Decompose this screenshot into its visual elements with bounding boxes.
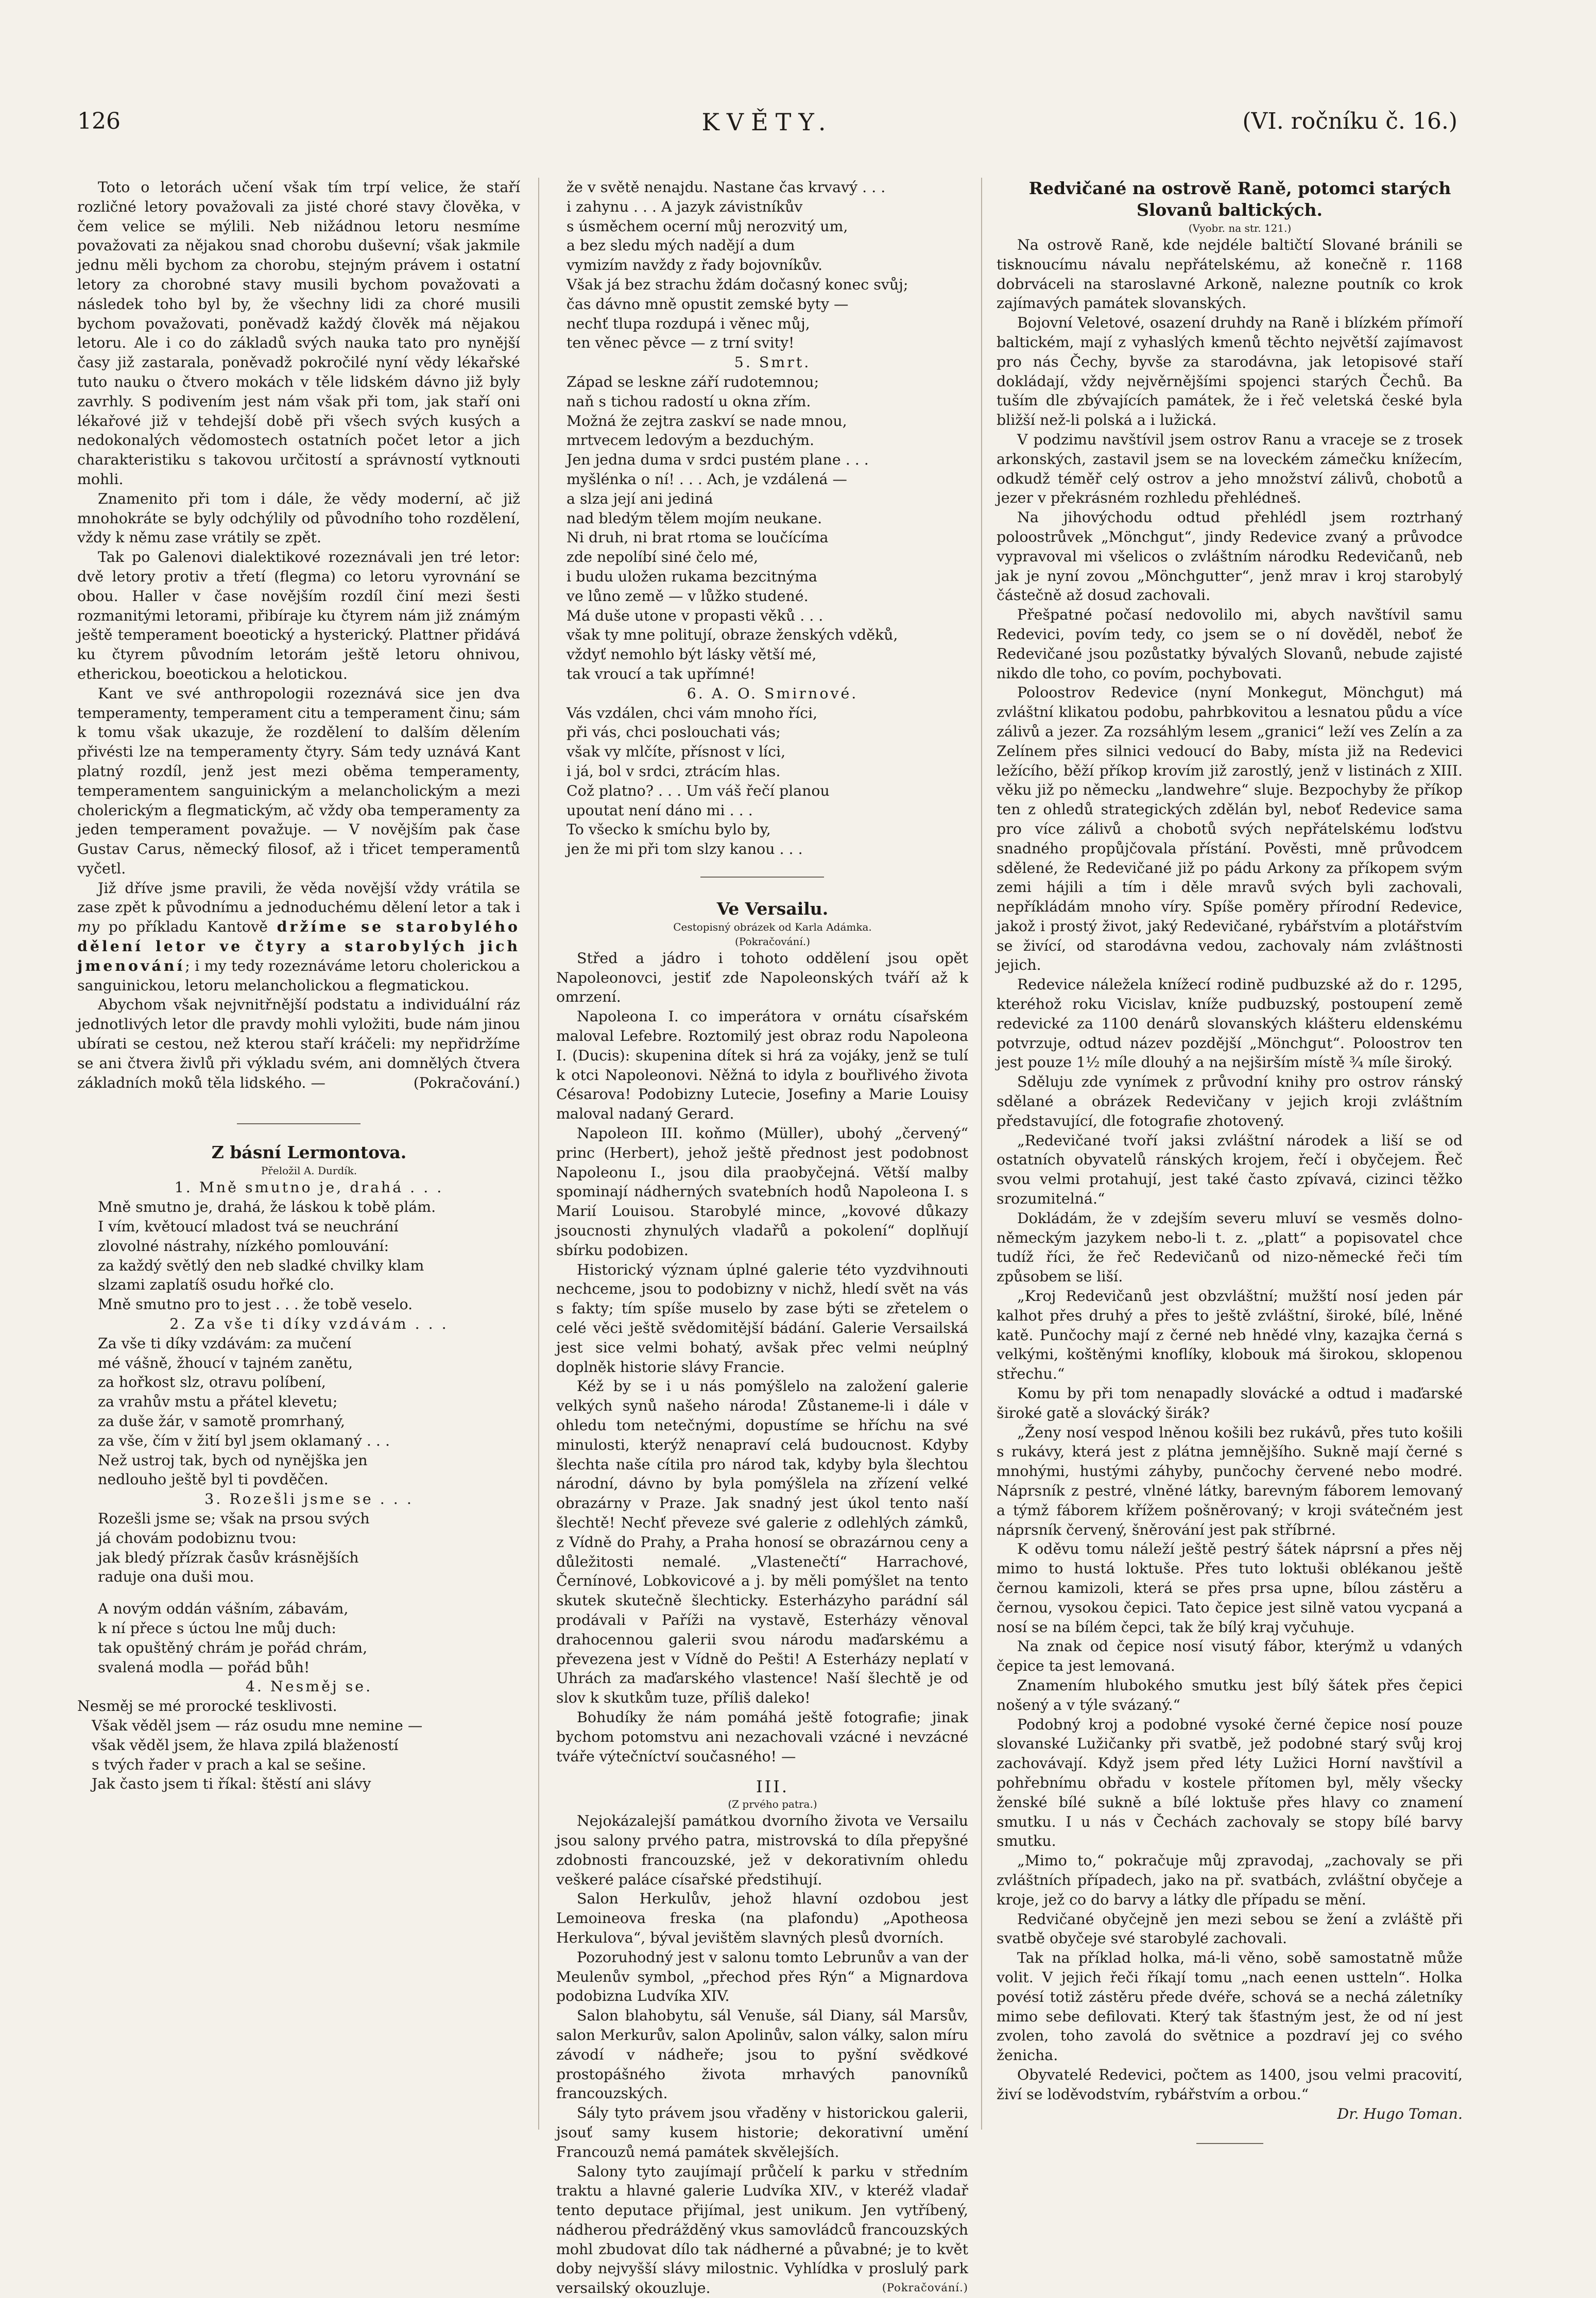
poem-line: jen že mi při tom slzy kanou . . .	[567, 839, 968, 859]
paragraph: Znamenito při tom i dále, že vědy moderní, ač již mnohokráte se byly odchýlily od původního toho rozdělení, vždy k němu zase vrátily se zpět.	[77, 489, 520, 547]
column-divider	[981, 178, 982, 2130]
poem-4-continued	[567, 178, 968, 353]
poem-line: za vše, čím v žití byl jsem oklamaný . . .	[98, 1431, 520, 1451]
poem-title: 5. Smrt.	[556, 353, 968, 372]
poem-line: však vy mlčíte, přísnost v líci,	[567, 742, 968, 762]
poem-line: Což platno? . . . Um váš řečí planou	[567, 781, 968, 801]
page-number: 126	[77, 108, 121, 134]
section-title: Z básní Lermontova.	[77, 1142, 520, 1163]
poem-line: Nesměj se mé prorocké tesklivosti.	[77, 1696, 520, 1716]
column-2	[556, 178, 968, 2298]
poem-line: i zahynu . . . A jazyk závistníkův	[567, 197, 968, 217]
poem-line: však ty mne politují, obraze ženských vděků,	[567, 625, 968, 645]
poem-line: za každý světlý den neb sladké chvilky klam	[98, 1256, 520, 1276]
poem-line: ten věnec pěvce — z trní svity!	[567, 333, 968, 353]
poem-line: Západ se leskne září rudotemnou;	[567, 372, 968, 392]
poem-1	[98, 1197, 520, 1314]
poem-line: Mně smutno je, drahá, že láskou k tobě plám.	[98, 1197, 520, 1217]
issue-label: (VI. ročníku č. 16.)	[1242, 108, 1457, 134]
paragraph: Bohudíky že nám pomáhá ještě fotografie; jinak bychom potomstvu ani nezachovali vzácné i nevzácné tváře výtečníctví současného! —	[556, 1708, 968, 1766]
paragraph: Tak po Galenovi dialektikové rozeznávali jen tré letor: dvě letory protiv a třetí (flegma) co letoru vyrovnání se obou. Haller v čase novějším rozdíl činí mezi šesti rozmanitými letorami, přibíraje ku čtyrem nám již známým ještě temperament boeotický a hysterický. Plattner přidává ku čtyrem původním letorám ještě letoru ohnivou, etherickou, boeotickou a helotickou.	[77, 547, 520, 684]
poem-line: Ni druh, ni brat rtoma se loučícíma	[567, 528, 968, 547]
translator-line: Přeložil A. Durdík.	[77, 1163, 520, 1178]
poem-line: nedlouho ještě byl ti povděčen.	[98, 1470, 520, 1489]
paragraph: Na znak od čepice nosí visutý fábor, kterýmž u vdaných čepice ta jest lemovaná.	[997, 1637, 1463, 1676]
poem-line: mé vášně, žhoucí v tajném zanětu,	[98, 1353, 520, 1373]
paragraph: K oděvu tomu náleží ještě pestrý šátek náprsní a přes něj mimo to hustá loktuše. Přes tuto loktuši oblékanou ještě černou kamizoli, která se přes prsa upne, bílou zástěru a černou, vysokou čepici. Tato čepice jest silně vatou vycpaná a nosí se na bílém čepci, tak že bílý kraj vyčuhuje.	[997, 1539, 1463, 1637]
poem-line: Mně smutno pro to jest . . . že tobě veselo.	[98, 1295, 520, 1314]
poem-line: s úsměchem ocerní můj nerozvitý um,	[567, 217, 968, 236]
paragraph: Přešpatné počasí nedovolilo mi, abych navštívil samu Redevici, povím tedy, co jsem se o ní dověděl, neboť že Redevičané jsou pozůstatky bývalých Slovanů, nebude zajisté nikdo dle toho, co povím, pochybovati.	[997, 605, 1463, 683]
poem-line: za hořkost slz, otravu políbení,	[98, 1373, 520, 1392]
continuation-note: (Pokračování.)	[556, 934, 968, 949]
paragraph: Redvičané obyčejně jen mezi sebou se žení a zvláště při svatbě obyčeje své starobylé zachovali.	[997, 1910, 1463, 1949]
section-title: Ve Versailu.	[556, 898, 968, 920]
journal-title: KVĚTY.	[77, 108, 1457, 136]
poem-line: slzami zaplatíš osudu hořké clo.	[98, 1275, 520, 1295]
paragraph: Toto o letorách učení však tím trpí velice, že staří rozličné letory považovali za jisté choré stavy člověka, v čem velice se mýlili. Neb nižádnou letoru nesmíme považovati za nějakou snad chorobu duševní; však jakmile jednu měli bychom za chorobu, stejným právem i ostatní letory za chorobné stavy musili bychom považovati a následek toho byl by, že všechny lidi za choré musili bychom považovati, poněvadž každý člověk má nějakou letoru. Ale i co do základů svých nauka tato pro nynější časy již zastarala, poněvadž pokročilé nyní vědy lékařské tuto nauku o čtvero mokách v těle lidském dávno již byly zavrhly. S podivením jest nám však při tom, jak staří oni lékařové již v tehdejší době při všech svých kusých a nedokonalých vědomostech ostatních počet letor a jich charakteristiku s takovou určitostí a správností vytknouti mohli.	[77, 178, 520, 489]
column-divider	[538, 178, 539, 2130]
poem-line: myšlénka o ní! . . . Ach, je vzdálená —	[567, 470, 968, 489]
column-1	[77, 178, 520, 1794]
poem-line: mrtvecem ledovým a bezduchým.	[567, 431, 968, 450]
paragraph: Již dříve jsme pravili, že věda novější vždy vrátila se zase zpět k původnímu a jednoduchému dělení letor a tak i my po příkladu Kantově držíme se starobylého dělení letor ve čtyry a starobylých jich jmenování; i my tedy rozeznáváme letoru cholerickou a sanguinickou, letoru melancholickou a flegmatickou.	[77, 879, 520, 996]
separator	[237, 1123, 361, 1124]
paragraph: Salon blahobytu, sál Venuše, sál Diany, sál Marsův, salon Merkurův, salon Apolinův, salon války, salon míru závodí v nádheře; jsou to pyšní svědkové prostopášného života mrhavých panovníků francouzských.	[556, 2006, 968, 2103]
poem-line: Jen jedna duma v srdci pustém plane . . .	[567, 450, 968, 470]
poem-line: za duše žár, v samotě promrhaný,	[98, 1412, 520, 1431]
poem-line: a slza její ani jediná	[567, 489, 968, 509]
paragraph: Redevice náležela knížecí rodině pudbuzské až do r. 1295, kteréhož roku Vicislav, kníže pudbuzský, postoupení země redevické za 1100 denárů slovanských klášteru eldenskému potvrzuje, odtud název pozdější „Mönchgut“. Poloostrov ten jest pouze 1½ míle dlouhý a na nejširším místě ¾ míle široký.	[997, 975, 1463, 1072]
paragraph: Podobný kroj a podobné vysoké černé čepice nosí pouze slovanské Lužičanky při svatbě, jež podobné starý svůj kroj zachovávají. Když jsem před léty Lužici Horní navštívil a pohřebnímu obřadu v kostele přítomen byl, měly všecky ženské bílé sukně a bílé loktuše přes hlavy co znamení smutku. I u nás v Čechách zachovaly se stopy bílé barvy smutku.	[997, 1715, 1463, 1851]
separator	[700, 877, 824, 878]
poem-line: i já, bol v srdci, ztrácím hlas.	[567, 762, 968, 781]
poem-line: Vás vzdálen, chci vám mnoho říci,	[567, 704, 968, 723]
poem-line: tak opuštěný chrám je pořád chrám,	[98, 1638, 520, 1658]
paragraph: Na ostrově Raně, kde nejdéle baltičtí Slované bránili se tisknoucímu návalu nepřátelskému, až konečně r. 1168 dobrváceli na staroslavné Arkoně, nalezne poutník co krok zajímavých památek slovanských.	[997, 235, 1463, 313]
continuation-note: (Pokračování.)	[393, 1073, 520, 1093]
poem-line: raduje ona duši mou.	[98, 1567, 520, 1587]
paragraph: Dokládám, že v zdejším severu mluví se vesměs dolno-německým jazykem nebo-li t. z. „platt“ a popisovatel chce tudíž říci, že řeč Redevičanů od nizo-německé řeči tím způsobem se liší.	[997, 1209, 1463, 1287]
poem-line: Jak často jsem ti říkal: štěstí ani slávy	[77, 1774, 520, 1794]
paragraph: Salony tyto zaujímají průčelí k parku v středním traktu a hlavné galerie Ludvíka XIV., v kteréž vladař tento deputace přijímal, jest unikum. Jen vytříbený, nádherou předrážděný vkus samovládců francouzských mohl zbudovat dílo tak nádherné a půvabné; je to květ doby nejvyšší slávy milostnic. Vyhlídka v proslulý park versailský okouzluje. (Pokračování.)	[556, 2162, 968, 2298]
poem-line: I vím, květoucí mladost tvá se neuchrání	[98, 1217, 520, 1237]
paragraph: Historický význam úplné galerie této vyzdvihnouti nechceme, jsou to podobizny v nichž, hledí svět na vás s fakty; tím spíše muselo by zase býti se zřetelem o celé věci ještě svědomitější bádání. Galerie Versailská jest sice velmi bohatý, avšak přec velmi neúplný doplněk historie slávy Francie.	[556, 1260, 968, 1377]
section-title: Redvičané na ostrově Raně, potomci starých Slovanů baltických.	[997, 178, 1463, 221]
poem-line: Má duše utone v propasti věků . . .	[567, 606, 968, 626]
poem-line: při vás, chci poslouchati vás;	[567, 723, 968, 742]
paragraph: Poloostrov Redevice (nyní Monkegut, Mönchgut) má zvláštní klikatou podobu, pahrbkovitou a lesnatou půdu a více zálivů a jezer. Za rozsáhlým lesem „granici“ leží ves Zelín a za Zelínem přes silnici vedoucí do Baby, místa již na Redevici ležícího, běží příkop krovím již zarostlý, jenž v listinách z XIII. věku již po německu „landwehre“ sluje. Bezpochyby že příkop ten z ohledů strategických zdělán byl, neboť Redevice sama pro více zálivů a chobotů svých nepřátelskému loďstvu snadného propůjčovala přístání. Pověsti, mně průvodcem sdělené, že Redevičané již po pádu Arkony za příkopem svým zemi hájili a tím i děle mravů svých byli zachovali, nepříkládám mnoho víry. Spíše poměry přírodní Redevice, jakož i prostý život, jaký Redevičané, rybářstvím a plotářstvím se živící, od starodávna vedou, zachovaly nám zvláštnosti jejich.	[997, 683, 1463, 975]
end-rule	[1196, 2143, 1263, 2144]
poem-title: 4. Nesměj se.	[77, 1677, 520, 1696]
poem-line: upoutat není dáno mi . . .	[567, 801, 968, 820]
poem-line: vymizím navždy z řady bojovníkův.	[567, 255, 968, 275]
paragraph: Sděluju zde vynímek z průvodní knihy pro ostrov ránský sdělané a obrázek Redevičany v jejich kroji zvláštním představující, dle fotografie zhotovený.	[997, 1072, 1463, 1130]
poem-line: však věděl jsem, že hlava zpilá blažeností	[77, 1736, 520, 1755]
poem-title: 2. Za vše ti díky vzdávám . . .	[77, 1314, 520, 1334]
paragraph: Střed a jádro i tohoto oddělení jsou opět Napoleonovci, jestiť zde Napoleonských tváří až k omrzení.	[556, 949, 968, 1007]
poem-line: ve lůno země — v lůžko studené.	[567, 587, 968, 606]
paragraph: Na jihovýchodu odtud přehlédl jsem roztrhaný poloostrůvek „Mönchgut“, jindy Redevice zvaný a průvodce vypravoval mi všelicos o zvláštním národku Redevičanů, neb jak je nyní zovou „Mönchgutter“, jenž mrav i kroj starobylý částečně až dosud zachovali.	[997, 508, 1463, 605]
poem-3-stanza-2	[98, 1599, 520, 1677]
poem-title: 6. A. O. Smirnové.	[556, 684, 968, 704]
poem-line: a bez sledu mých nadějí a dum	[567, 236, 968, 255]
poem-line: zde nepolíbí siné čelo mé,	[567, 547, 968, 567]
continuation-note: (Pokračování.)	[862, 2278, 968, 2298]
paragraph: Obyvatelé Redevici, počtem as 1400, jsou velmi pracovití, živí se loděvodstvím, rybářstvím a orbou.“	[997, 2065, 1463, 2104]
poem-line: Však věděl jsem — ráz osudu mne nemine —	[77, 1716, 520, 1736]
page-header	[77, 108, 1457, 144]
poem-line: To všecko k smíchu bylo by,	[567, 820, 968, 839]
section-subtitle: (Vyobr. na str. 121.)	[997, 221, 1463, 235]
poem-line: že v světě nenajdu. Nastane čas krvavý . . .	[567, 178, 968, 197]
poem-line: naň s tichou radostí u okna zřím.	[567, 392, 968, 411]
poem-5	[567, 372, 968, 684]
signature: Dr. Hugo Toman.	[997, 2104, 1463, 2124]
poem-line: tak vroucí a tak upřímné!	[567, 664, 968, 684]
paragraph: Bojovní Veletové, osazení druhdy na Raně i blízkém přímoří baltickém, mají z vyhaslých kmenů těchto největší zajímavost pro nás Čechy, byvše za starodávna, jak letopisové staří dokládají, vždy nejvěrnějšími spojenci starých Čechů. Ba tuším dle zbývajících památek, že i řeč veletská české byla bližší než-li polská a i lužická.	[997, 313, 1463, 430]
poem-line: já chovám podobiznu tvou:	[98, 1529, 520, 1548]
paragraph: Kéž by se i u nás pomýšlelo na založení galerie velkých synů našeho národa! Zůstaneme-li i dále v ohledu tom netečnými, dopustíme se hříchu na své minulosti, kterýž nenapraví celá budoucnost. Kdyby šlechta naše cítila pro národ tak, kdyby byla šlechtou národní, dávno by byla pomýšlela na zřízení velké obrazárny v Praze. Jak snadný jest úkol tento naší šlechtě! Nechť převeze své galerie z odlehlých zámků, z Vídně do Prahy, a Praha honosí se obrazárnou ceny a důležitosti nemalé. „Vlastenečtí“ Harrachové, Černínové, Lobkovicové a j. by měli pomýšlet na tento skutek skutečně šlechticky. Esterházyho parádní sál prodávali v Paříži na vystavě, Esterházy věnoval drahocennou galerii svou národu maďarskému a převezena jest v Vídně do Pešti! A Esterházy neplatí v Uhrách za maďarského vlastence! Naší šlechtě je od slov k skutkům tuze, příliš daleko!	[556, 1377, 968, 1708]
poem-line: nad bledým tělem mojím neukane.	[567, 509, 968, 528]
poem-title: 1. Mně smutno je, drahá . . .	[77, 1178, 520, 1197]
poem-line: A novým oddán vášním, zábavám,	[98, 1599, 520, 1619]
poem-line: Však já bez strachu ždám dočasný konec svůj;	[567, 275, 968, 295]
poem-line: Za vše ti díky vzdávám: za mučení	[98, 1334, 520, 1353]
paragraph: Znamením hlubokého smutku jest bílý šátek přes čepici nošený a v týle svázaný.“	[997, 1676, 1463, 1715]
paragraph: Napoleon III. koňmo (Müller), ubohý „červený“ princ (Herbert), jehož ještě přednost jest podobnost Napoleonu I., jsou dila praobyčejná. Větší malby spominají nádherných svatebních hodů Napoleona I. s Marií Louisou. Starobylé mince, „kovové důkazy jsoucnosti zhynulých vladařů a pokolení“ doplňují sbírku podobizen.	[556, 1124, 968, 1260]
poem-3-stanza-1	[98, 1509, 520, 1587]
paragraph: „Kroj Redevičanů jest obzvláštní; mužští nosí jeden pár kalhot přes druhý a přes to ještě zvláštní, široké, bílé, lněné katě. Punčochy mají z černé neb hnědé vlny, kazajka černá s velkými, koštěnými knoflíky, klobouk má širokou, sklopenou střechu.“	[997, 1287, 1463, 1384]
poem-line: k ní přece s úctou lne můj duch:	[98, 1619, 520, 1638]
paragraph: Sály tyto právem jsou vřaděny v historickou galerii, jsouť samy kusem historie; dekorativní umění Francouzů nemá památek skvělejších.	[556, 2103, 968, 2162]
part-number: III.	[556, 1777, 968, 1797]
paragraph: Napoleona I. co imperátora v ornátu císařském maloval Lefebre. Roztomilý jest obraz rodu Napoleona I. (Ducis): skupenina dítek si hrá za vojáky, jenž se tulí k otci Napoleonovi. Něžná to idyla z bouřlivého života Césarova! Podobizny Lutecie, Josefiny a Marie Louisy maloval nadaný Gerard.	[556, 1007, 968, 1124]
poem-line: za vrahův mstu a přátel klevetu;	[98, 1392, 520, 1412]
paragraph: Nejokázalejší památkou dvorního života ve Versailu jsou salony prvého patra, mistrovská to díla přepyšné zdobnosti francouzské, jež v dekorativním ohledu veškeré paláce císařské předstihují.	[556, 1811, 968, 1889]
paragraph: „Ženy nosí vespod lněnou košili bez rukávů, přes tuto košili s rukávy, která jest z plátna jemnějšího. Sukně mají černé s mnohými, hustými záhyby, punčochy červené nebo modré. Náprsník z pestré, vlněné látky, barevným fáborem lemovaný a týmž fáborem křížem pošněrovaný; v kroji svátečném jest náprsník červený, šněrování jest pak stříbrné.	[997, 1423, 1463, 1540]
poem-line: zlovolné nástrahy, nízkého pomlouvání:	[98, 1237, 520, 1256]
poem-2	[98, 1334, 520, 1489]
poem-line: vždyť nemohlo být lásky větší mé,	[567, 645, 968, 664]
poem-line: jak bledý přízrak časův krásnějších	[98, 1548, 520, 1568]
column-3	[997, 178, 1463, 2144]
paragraph: „Redevičané tvoří jaksi zvláštní národek a liší se od ostatních obyvatelů ránských krojem, řečí i obyčejem. Řeč svou velmi protahují, jest také často zpívavá, cizinci těžko srozumitelná.“	[997, 1131, 1463, 1209]
poem-4	[77, 1696, 520, 1794]
poem-line: nechť tlupa rozdupá i věnec můj,	[567, 314, 968, 334]
poem-line: Možná že zejtra zaskví se nade mnou,	[567, 411, 968, 431]
paragraph: Salon Herkulův, jehož hlavní ozdobou jest Lemoineova freska (na plafondu) „Apotheosa Herkulova“, býval jevištěm slavných plesů dvorních.	[556, 1889, 968, 1947]
paragraph: Tak na příklad holka, má-li věno, sobě samostatně může volit. V jejich řeči říkají tomu „nach eenen ustteln“. Holka povésí totiž zástěru přede dvéře, schová se a nechá záletníky mimo sebe defilovati. Který tak šťastným jest, že od ní jest zvolen, toho zavolá do světnice a pozdraví jej co svého ženicha.	[997, 1948, 1463, 2065]
paragraph: Komu by při tom nenapadly slovácké a odtud i maďarské široké gatě a slovácký širák?	[997, 1384, 1463, 1423]
paragraph: Pozoruhodný jest v salonu tomto Lebrunův a van der Meulenův symbol, „přechod přes Rýn“ a Mignardova podobizna Ludvíka XIV.	[556, 1948, 968, 2006]
poem-line: Rozešli jsme se; však na prsou svých	[98, 1509, 520, 1529]
part-subtitle: (Z prvého patra.)	[556, 1797, 968, 1811]
poem-title: 3. Rozešli jsme se . . .	[77, 1489, 520, 1509]
paragraph: „Mimo to,“ pokračuje můj zpravodaj, „zachovaly se při zvláštních případech, jako na př. svatbách, zvláštní obyčeje a kroje, jež co do barvy a látky dle případu se mění.	[997, 1851, 1463, 1909]
poem-line: čas dávno mně opustit zemské byty —	[567, 295, 968, 314]
section-subtitle: Cestopisný obrázek od Karla Adámka.	[556, 920, 968, 934]
poem-line: s tvých řader v prach a kal se sešine.	[77, 1755, 520, 1775]
poem-6	[567, 704, 968, 859]
paragraph: Kant ve své anthropologii rozeznává sice jen dva temperamenty, temperament citu a temperament činu; sám k tomu však ukazuje, že rozdělení to dalším dělením přivésti lze na temperamenty čtyry. Sám tedy uznává Kant platný rozdíl, jenž jest mezi oběma temperamenty, temperamentem sanguinickým a melancholickým a mezi cholerickým a flegmatickým, ač vždy oba temperamenty za jeden temperament považuje. — V novějším pak čase Gustav Carus, německý filosof, až i třicet temperamentů vyčetl.	[77, 684, 520, 879]
poem-line: svalená modla — pořád bůh!	[98, 1658, 520, 1677]
poem-line: i budu uložen rukama bezcitnýma	[567, 567, 968, 587]
paragraph: Abychom však nejvnitřnější podstatu a individuální ráz jednotlivých letor dle pravdy mohli vyložiti, bude nám jinou ubírati se cestou, než kterou staří kráčeli: my nepřidržíme se ani čtvera živlů při výkladu svém, ani domnělých čtvera základních moků těla lidského. — (Pokračování.)	[77, 995, 520, 1092]
paragraph: V podzimu navštívil jsem ostrov Ranu a vraceje se z trosek arkonských, zastavil jsem se na loveckém zámečku knížecím, odkudž téměř celý ostrov a jeho množství zálivů, chobotů a jezer v překrásném rozhledu přehlédneš.	[997, 430, 1463, 508]
poem-line: Než ustroj tak, bych od nynějška jen	[98, 1451, 520, 1470]
